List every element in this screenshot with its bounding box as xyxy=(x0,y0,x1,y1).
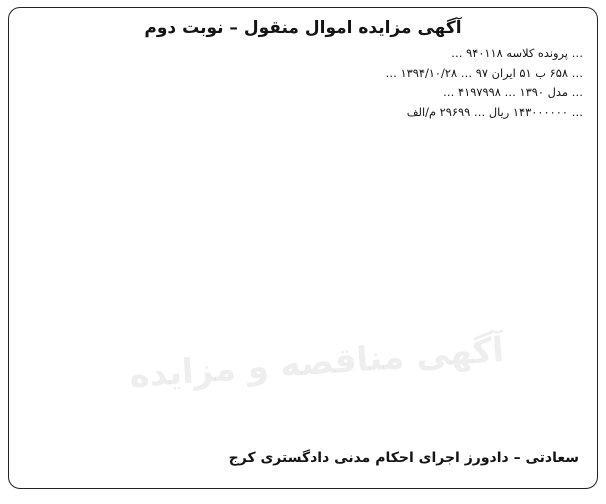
notice-paragraph-4: … ۱۴۳۰۰۰۰۰۰ ریال … ۲۹۶۹۹ م/الف xyxy=(406,104,583,119)
notice-paragraph-1: … پرونده کلاسه ۹۴۰۱۱۸ … xyxy=(451,46,583,60)
notice-title: آگهی مزایده اموال منقول – نوبت دوم xyxy=(144,18,462,38)
signature-line: سعادتی – دادورز اجرای احکام مدنی دادگستری کرج xyxy=(228,450,579,466)
notice-paragraph-3: … مدل ۱۳۹۰ … ۴۱۹۷۹۹۸ … xyxy=(443,85,583,100)
notice-paragraph-2: … ۶۵۸ ب ۵۱ ایران ۹۷ … ۱۳۹۴/۱۰/۲۸ … xyxy=(385,65,583,80)
watermark-text: آگهی مناقصه و مزایده xyxy=(128,329,506,397)
auction-notice xyxy=(8,7,598,489)
notice-body xyxy=(23,44,583,122)
